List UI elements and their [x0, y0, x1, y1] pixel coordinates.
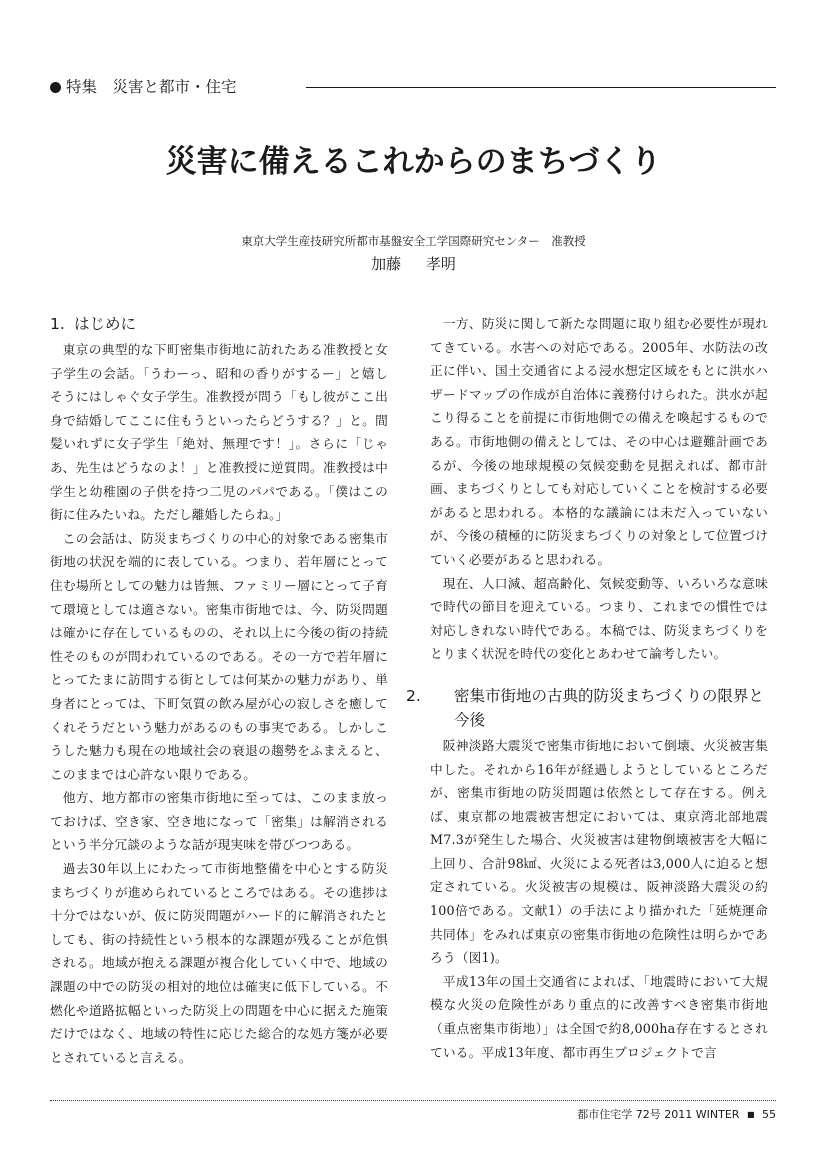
- right-column: [406, 312, 768, 1064]
- paragraph: 一方、防災に関して新たな問題に取り組む必要性が現れてきている。水害への対応である。2005年、水防法の改正に伴い、国土交通省による浸水想定区域をもとに洪水ハザードマップの作成が自治体に義務付けられた。洪水が起こり得ることを前提に市街地側での備えを喚起するものである。市街地側の備えとしては、その中心は避難計画であるが、今後の地球規模の気候変動を見据えれば、都市計画、まちづくりとしても対応していくことを検討する必要があると思われる。本格的な議論には未だ入っていないが、今後の積極的に防災まちづくりの対象として位置づけていく必要があると思われる。: [430, 316, 768, 567]
- article-title: 災害に備えるこれからのまちづくり: [165, 144, 662, 180]
- footer-rule: [50, 1100, 776, 1101]
- author-name: 加藤 孝明: [371, 255, 456, 273]
- paragraph: 過去30年以上にわたって市街地整備を中心とする防災まちづくりが進められているところではある。その進捗は十分ではないが、仮に防災問題がハード的に解消されたとしても、街の持続性という根本的な課題が残ることが危惧される。地域が抱える課題が複合化していく中で、地域の課題の中での防災の相対的地位は確実に低下している。不燃化や道路拡幅といった防災上の問題を中心に据えた施策だけではなく、地域の特性に応じた総合的な処方箋が必要とされていると言える。: [50, 861, 388, 1065]
- section-number: 2.: [406, 686, 421, 705]
- feature-header: [50, 76, 776, 100]
- paragraph: 他方、地方都市の密集市街地に至っては、このまま放っておけば、空き家、空き地になって「密集」は解消されるという半分冗談のような話が現実味を帯びつつある。: [50, 790, 388, 853]
- issue-label: 2011 WINTER: [664, 1108, 740, 1121]
- section-title: はじめに: [74, 315, 137, 333]
- paragraph: 東京の典型的な下町密集市街地に訪れたある准教授と女子学生の会話。「うわーっ、昭和の香りがするー」と嬉しそうにはしゃぐ女子学生。准教授が問う「もし彼がここ出身で結婚してここに住もうといったらどうする？」と。間髪いれずに女子学生「絶対、無理です！」。さらに「じゃあ、先生はどうなのよ！」と准教授に逆質問。准教授は中学生と幼稚園の子供を持つ二児のパパである。「僕はこの街に住みたいね。ただし離婚したらね。」: [50, 342, 388, 523]
- page-footer: [577, 1108, 776, 1122]
- journal-name: 都市住宅学 72号: [577, 1108, 661, 1121]
- page-number: 55: [762, 1108, 776, 1121]
- header-rule: [306, 87, 776, 88]
- section-heading-2: [406, 684, 768, 732]
- separator-icon: ■: [746, 1110, 755, 1119]
- feature-label: 特集 災害と都市・住宅: [66, 78, 237, 96]
- section-title: 密集市街地の古典的防災まちづくりの限界と今後: [454, 686, 764, 729]
- section-heading-1: [50, 312, 388, 336]
- paragraph: この会話は、防災まちづくりの中心的対象である密集市街地の状況を端的に表している。つまり、若年層にとって住む場所としての魅力は皆無、ファミリー層にとって子育て環境としては適さない。密集市街地では、今、防災問題は確かに存在しているものの、それ以上に今後の街の持続性そのものが問われているのである。その一方で若年層にとってたまに訪問する街としては何某かの魅力があり、単身者にとっては、下町気質の飲み屋が心の寂しさを癒してくれそうだという魅力があるのもの事実である。しかしこうした魅力も現在の地域社会の衰退の趨勢をふまえると、このままでは心許ない限りである。: [50, 530, 388, 782]
- left-column: [50, 312, 388, 1069]
- bullet-icon: [50, 82, 61, 93]
- paragraph: 阪神淡路大震災で密集市街地において倒壊、火災被害集中した。それから16年が経過しようとしているところだが、密集市街地の防災問題は依然として存在する。例えば、東京都の地震被害想定においては、東京湾北部地震M7.3が発生した場合、火災被害は建物倒壊被害を大幅に上回り、合計98㎢、火災による死者は3,000人に迫ると想定されている。火災被害の規模は、阪神淡路大震災の約100倍である。文献1）の手法により描かれた「延焼運命共同体」をみれば東京の密集市街地の危険性は明らかであろう（図1)。: [430, 737, 768, 966]
- paragraph: 平成13年の国土交通省によれば、「地震時において大規模な火災の危険性があり重点的に改善すべき密集市街地（重点密集市街地）」は全国で約8,000ha存在するとされている。平成13年度、都市再生プロジェクトで言: [430, 973, 768, 1060]
- paragraph: 現在、人口減、超高齢化、気候変動等、いろいろな意味で時代の節目を迎えている。つまり、これまでの慣性では対応しきれない時代である。本稿では、防災まちづくりをとりまく状況を時代の変化とあわせて論考したい。: [430, 575, 768, 662]
- section-number: 1.: [50, 315, 65, 333]
- author-affiliation: 東京大学生産技研究所都市基盤安全工学国際研究センター 准教授: [241, 234, 586, 248]
